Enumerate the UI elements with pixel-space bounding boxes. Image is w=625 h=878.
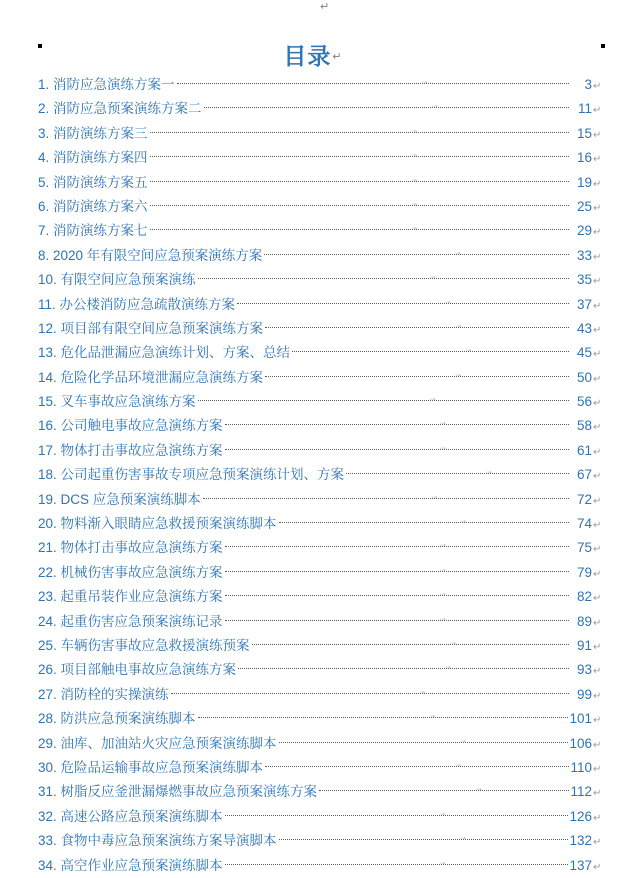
paragraph-mark-icon: ↵ xyxy=(593,276,601,288)
toc-entry-label: 16. 公司触电事故应急演练方案 xyxy=(38,418,223,434)
toc-entry-label: 2. 消防应急预案演练方案二 xyxy=(38,101,202,117)
toc-entry[interactable] xyxy=(38,488,601,512)
paragraph-mark-icon: ↵ xyxy=(593,788,601,800)
dot-leader-line xyxy=(264,254,569,255)
dot-leader-line xyxy=(238,668,569,669)
dot-leader-line xyxy=(150,229,569,230)
paragraph-mark-icon: ↵ xyxy=(593,81,601,92)
toc-dot-leader xyxy=(279,512,569,528)
toc-entry-label: 15. 叉车事故应急演练方案 xyxy=(38,394,196,410)
paragraph-mark-icon: ↵ xyxy=(593,544,601,556)
tab-stop-arrow-icon: → xyxy=(463,343,473,354)
toc-dot-leader xyxy=(237,293,569,309)
tab-stop-arrow-icon: → xyxy=(458,831,468,842)
table-of-contents xyxy=(38,73,601,878)
toc-entry[interactable] xyxy=(38,634,601,658)
tab-stop-arrow-icon: → xyxy=(458,514,468,525)
toc-dot-leader xyxy=(279,732,569,748)
toc-entry-label: 26. 项目部触电事故应急演练方案 xyxy=(38,662,237,678)
dot-leader-line xyxy=(279,522,569,523)
dot-leader-line xyxy=(171,693,569,694)
paragraph-mark-icon: ↵ xyxy=(332,51,342,63)
toc-dot-leader xyxy=(150,146,569,162)
toc-entry[interactable] xyxy=(38,293,601,317)
paragraph-mark-icon: ↵ xyxy=(593,495,601,507)
toc-dot-leader xyxy=(225,561,569,577)
toc-page-number: 43 xyxy=(576,320,592,336)
toc-dot-leader xyxy=(265,366,569,382)
toc-page-number: 106 xyxy=(569,735,592,751)
toc-entry[interactable] xyxy=(38,610,601,634)
paragraph-mark-icon: ↵ xyxy=(593,324,601,336)
toc-page-number: 132 xyxy=(569,833,592,849)
dot-leader-line xyxy=(292,351,569,352)
page-title xyxy=(0,38,625,71)
toc-page-number: 89 xyxy=(576,613,592,629)
toc-entry[interactable] xyxy=(38,512,601,536)
tab-stop-arrow-icon: → xyxy=(437,807,447,818)
tab-stop-arrow-icon: → xyxy=(448,636,458,647)
paragraph-mark-icon: ↵ xyxy=(593,520,601,532)
toc-entry[interactable] xyxy=(38,463,601,487)
toc-page-number: 110 xyxy=(570,759,592,775)
tab-stop-arrow-icon: → xyxy=(409,221,419,232)
toc-entry-label: 22. 机械伤害事故应急演练方案 xyxy=(38,564,223,580)
dot-leader-line xyxy=(265,376,569,377)
toc-page-number: 50 xyxy=(576,369,592,385)
toc-entry-label: 31. 树脂反应釜泄漏爆燃事故应急预案演练方案 xyxy=(38,784,318,800)
toc-entry[interactable] xyxy=(38,146,601,170)
toc-entry[interactable] xyxy=(38,122,601,146)
dot-leader-line xyxy=(225,546,569,547)
toc-entry-label: 21. 物体打击事故应急演练方案 xyxy=(38,540,223,556)
toc-entry-label: 28. 防洪应急预案演练脚本 xyxy=(38,711,196,727)
toc-entry-label: 8. 2020 年有限空间应急预案演练方案 xyxy=(38,247,263,263)
paragraph-mark-icon: ↵ xyxy=(593,129,601,141)
paragraph-mark-icon: ↵ xyxy=(593,349,601,361)
toc-page-number: 67 xyxy=(576,467,592,483)
dot-leader-line xyxy=(198,717,569,718)
dot-leader-line xyxy=(177,83,569,84)
toc-entry-label: 27. 消防栓的实操演练 xyxy=(38,686,169,702)
toc-dot-leader xyxy=(265,317,569,333)
tab-stop-arrow-icon: → xyxy=(458,734,468,745)
dot-leader-line xyxy=(150,205,569,206)
toc-entry-label: 20. 物料渐入眼睛应急救援预案演练脚本 xyxy=(38,516,277,532)
toc-entry-label: 30. 危险品运输事故应急预案演练脚本 xyxy=(38,759,264,775)
toc-entry[interactable] xyxy=(38,195,601,219)
tab-stop-arrow-icon: → xyxy=(409,173,419,184)
dot-leader-line xyxy=(150,156,569,157)
toc-page-number: 137 xyxy=(569,857,592,873)
toc-page-number: 99 xyxy=(576,686,592,702)
paragraph-mark-icon: ↵ xyxy=(593,471,601,483)
toc-entry[interactable] xyxy=(38,171,601,195)
tab-stop-arrow-icon: → xyxy=(427,270,437,281)
toc-page-number: 16 xyxy=(576,150,592,166)
toc-dot-leader xyxy=(150,195,569,211)
toc-dot-leader xyxy=(319,780,569,796)
tab-stop-arrow-icon: → xyxy=(437,856,447,866)
toc-dot-leader xyxy=(225,439,569,455)
paragraph-mark-icon: ↵ xyxy=(593,739,601,751)
paragraph-mark-icon: ↵ xyxy=(593,251,601,263)
toc-entry-label: 19. DCS 应急预案演练脚本 xyxy=(38,491,201,507)
toc-page-number: 56 xyxy=(576,394,592,410)
toc-entry-label: 14. 危险化学品环境泄漏应急演练方案 xyxy=(38,369,264,385)
toc-page-number: 75 xyxy=(576,540,592,556)
dot-leader-line xyxy=(279,839,569,840)
dot-leader-line xyxy=(203,498,569,499)
toc-dot-leader xyxy=(252,634,569,650)
toc-entry-label: 34. 高空作业应急预案演练脚本 xyxy=(38,857,223,873)
toc-page-number: 15 xyxy=(576,125,592,141)
toc-dot-leader xyxy=(150,219,569,235)
toc-entry[interactable] xyxy=(38,244,601,268)
toc-entry[interactable] xyxy=(38,805,601,829)
toc-entry[interactable] xyxy=(38,97,601,121)
toc-dot-leader xyxy=(225,536,569,552)
toc-page-number: 11 xyxy=(577,101,592,117)
toc-dot-leader xyxy=(225,414,569,430)
toc-page-number: 126 xyxy=(569,808,592,824)
paragraph-mark-icon: ↵ xyxy=(593,154,601,166)
toc-page-number: 61 xyxy=(576,442,592,458)
paragraph-mark-icon: ↵ xyxy=(593,837,601,849)
tab-stop-arrow-icon: → xyxy=(409,148,419,159)
toc-entry-label: 5. 消防演练方案五 xyxy=(38,174,148,190)
tab-stop-arrow-icon: → xyxy=(442,295,452,306)
toc-dot-leader xyxy=(198,707,569,723)
toc-dot-leader xyxy=(150,122,569,138)
toc-page-number: 37 xyxy=(576,296,592,312)
tab-stop-arrow-icon: → xyxy=(419,75,429,86)
dot-leader-line xyxy=(225,571,569,572)
dot-leader-line xyxy=(225,864,569,865)
paragraph-mark-icon: ↵ xyxy=(593,422,601,434)
tab-stop-arrow-icon: → xyxy=(438,587,448,598)
toc-entry[interactable] xyxy=(38,683,601,707)
dot-leader-line xyxy=(265,766,569,767)
toc-entry-label: 10. 有限空间应急预案演练 xyxy=(38,272,196,288)
toc-entry-label: 3. 消防演练方案三 xyxy=(38,125,148,141)
tab-stop-arrow-icon: → xyxy=(417,685,427,696)
toc-dot-leader xyxy=(171,683,569,699)
toc-dot-leader xyxy=(177,73,569,89)
paragraph-mark-icon: ↵ xyxy=(593,568,601,580)
tab-stop-arrow-icon: → xyxy=(443,660,453,671)
toc-dot-leader xyxy=(198,268,569,284)
dot-leader-line xyxy=(265,327,569,328)
toc-entry[interactable] xyxy=(38,561,601,585)
dot-leader-line xyxy=(225,595,569,596)
toc-entry-label: 1. 消防应急演练方案一 xyxy=(38,77,175,92)
toc-page-number: 3 xyxy=(584,77,592,92)
paragraph-mark-icon: ↵ xyxy=(593,227,601,239)
toc-entry[interactable] xyxy=(38,439,601,463)
toc-page-number: 79 xyxy=(576,564,592,580)
tab-stop-arrow-icon: → xyxy=(484,465,494,476)
toc-dot-leader xyxy=(225,610,569,626)
dot-leader-line xyxy=(225,815,569,816)
paragraph-mark-icon: ↵ xyxy=(593,373,601,385)
toc-page-number: 91 xyxy=(576,637,592,653)
toc-page-number: 29 xyxy=(576,223,592,239)
toc-entry[interactable] xyxy=(38,390,601,414)
dot-leader-line xyxy=(319,790,569,791)
toc-entry-label: 13. 危化品泄漏应急演练计划、方案、总结 xyxy=(38,345,291,361)
toc-entry-label: 24. 起重伤害应急预案演练记录 xyxy=(38,613,223,629)
dot-leader-line xyxy=(225,449,569,450)
toc-entry-label: 18. 公司起重伤害事故专项应急预案演练计划、方案 xyxy=(38,467,345,483)
toc-entry[interactable] xyxy=(38,780,601,804)
toc-page-number: 72 xyxy=(576,491,592,507)
dot-leader-line xyxy=(225,424,569,425)
toc-dot-leader xyxy=(203,488,569,504)
toc-entry[interactable] xyxy=(38,317,601,341)
toc-page-number: 33 xyxy=(576,247,592,263)
paragraph-mark-icon: ↵ xyxy=(593,446,601,458)
paragraph-mark-icon: ↵ xyxy=(593,861,601,873)
toc-dot-leader xyxy=(264,244,569,260)
dot-leader-line xyxy=(198,400,569,401)
tab-stop-arrow-icon: → xyxy=(453,319,463,330)
paragraph-mark-icon: ↵ xyxy=(593,666,601,678)
toc-entry-label: 32. 高速公路应急预案演练脚本 xyxy=(38,808,223,824)
toc-entry-label: 12. 项目部有限空间应急预案演练方案 xyxy=(38,320,264,336)
toc-dot-leader xyxy=(225,805,569,821)
paragraph-mark-icon: ↵ xyxy=(593,300,601,312)
toc-entry[interactable] xyxy=(38,366,601,390)
tab-stop-arrow-icon: → xyxy=(427,709,437,720)
toc-page-number: 82 xyxy=(576,589,592,605)
toc-entry[interactable] xyxy=(38,707,601,731)
toc-entry[interactable] xyxy=(38,219,601,243)
tab-stop-arrow-icon: → xyxy=(453,246,463,257)
toc-page-number: 101 xyxy=(569,711,592,727)
toc-entry[interactable] xyxy=(38,536,601,560)
toc-entry-label: 33. 食物中毒应急预案演练方案导演脚本 xyxy=(38,833,277,849)
dot-leader-line xyxy=(252,644,569,645)
toc-entry-label: 23. 起重吊装作业应急演练方案 xyxy=(38,589,223,605)
toc-entry[interactable] xyxy=(38,341,601,365)
dot-leader-line xyxy=(150,132,569,133)
paragraph-mark-icon: ↵ xyxy=(593,715,601,727)
paragraph-mark-icon: ↵ xyxy=(593,812,601,824)
toc-entry-label: 7. 消防演练方案七 xyxy=(38,223,148,239)
paragraph-mark-icon: ↵ xyxy=(593,178,601,190)
toc-entry-label: 17. 物体打击事故应急演练方案 xyxy=(38,442,223,458)
toc-page-number: 25 xyxy=(576,198,592,214)
toc-entry-label: 11. 办公楼消防应急疏散演练方案 xyxy=(38,296,236,312)
toc-page-number: 58 xyxy=(576,418,592,434)
tab-stop-arrow-icon: → xyxy=(409,124,419,135)
toc-dot-leader xyxy=(238,658,569,674)
toc-page-number: 112 xyxy=(570,784,592,800)
toc-page-number: 19 xyxy=(576,174,592,190)
toc-entry-label: 6. 消防演练方案六 xyxy=(38,198,148,214)
toc-dot-leader xyxy=(346,463,569,479)
tab-stop-arrow-icon: → xyxy=(453,368,463,379)
tab-stop-arrow-icon: → xyxy=(438,416,448,427)
toc-page-number: 93 xyxy=(576,662,592,678)
dot-leader-line xyxy=(198,278,569,279)
toc-dot-leader xyxy=(265,756,569,772)
toc-dot-leader xyxy=(225,854,569,870)
paragraph-mark-icon: ↵ xyxy=(593,690,601,702)
tab-stop-arrow-icon: → xyxy=(409,197,419,208)
dot-leader-line xyxy=(279,742,569,743)
tab-stop-arrow-icon: → xyxy=(474,782,483,793)
paragraph-mark-icon: ↵ xyxy=(320,1,330,13)
toc-page-number: 74 xyxy=(576,516,592,532)
toc-dot-leader xyxy=(279,829,569,845)
toc-dot-leader xyxy=(225,585,569,601)
toc-dot-leader xyxy=(292,341,569,357)
toc-dot-leader xyxy=(204,97,569,113)
tab-stop-arrow-icon: → xyxy=(438,563,448,574)
paragraph-mark-icon: ↵ xyxy=(593,617,601,629)
toc-entry[interactable] xyxy=(38,73,601,97)
tab-stop-arrow-icon: → xyxy=(438,612,448,623)
toc-entry-label: 4. 消防演练方案四 xyxy=(38,150,148,166)
dot-leader-line xyxy=(225,620,569,621)
tab-stop-arrow-icon: → xyxy=(438,538,448,549)
toc-page-number: 45 xyxy=(576,345,592,361)
toc-page-number: 35 xyxy=(576,272,592,288)
tab-stop-arrow-icon: → xyxy=(438,441,448,452)
dot-leader-line xyxy=(346,473,569,474)
paragraph-mark-icon: ↵ xyxy=(593,398,601,410)
tab-stop-arrow-icon: → xyxy=(430,99,440,110)
toc-entry[interactable] xyxy=(38,854,601,878)
toc-entry[interactable] xyxy=(38,829,601,853)
dot-leader-line xyxy=(237,303,569,304)
toc-entry[interactable] xyxy=(38,585,601,609)
paragraph-mark-icon: ↵ xyxy=(593,593,601,605)
toc-entry[interactable] xyxy=(38,414,601,438)
toc-entry-label: 25. 车辆伤害事故应急救援演练预案 xyxy=(38,637,250,653)
page-title-text: 目录 xyxy=(283,44,332,69)
tab-stop-arrow-icon: → xyxy=(453,758,463,769)
tab-stop-arrow-icon: → xyxy=(427,392,437,403)
paragraph-mark-icon: ↵ xyxy=(593,763,601,775)
tab-stop-arrow-icon: → xyxy=(429,490,439,501)
dot-leader-line xyxy=(150,181,569,182)
paragraph-mark-icon: ↵ xyxy=(593,105,601,117)
toc-entry[interactable] xyxy=(38,756,601,780)
paragraph-mark-icon: ↵ xyxy=(593,202,601,214)
toc-entry[interactable] xyxy=(38,268,601,292)
dot-leader-line xyxy=(204,107,569,108)
paragraph-mark-icon: ↵ xyxy=(593,641,601,653)
toc-entry[interactable] xyxy=(38,658,601,682)
toc-dot-leader xyxy=(150,171,569,187)
toc-entry-label: 29. 油库、加油站火灾应急预案演练脚本 xyxy=(38,735,277,751)
toc-entry[interactable] xyxy=(38,732,601,756)
toc-dot-leader xyxy=(198,390,569,406)
